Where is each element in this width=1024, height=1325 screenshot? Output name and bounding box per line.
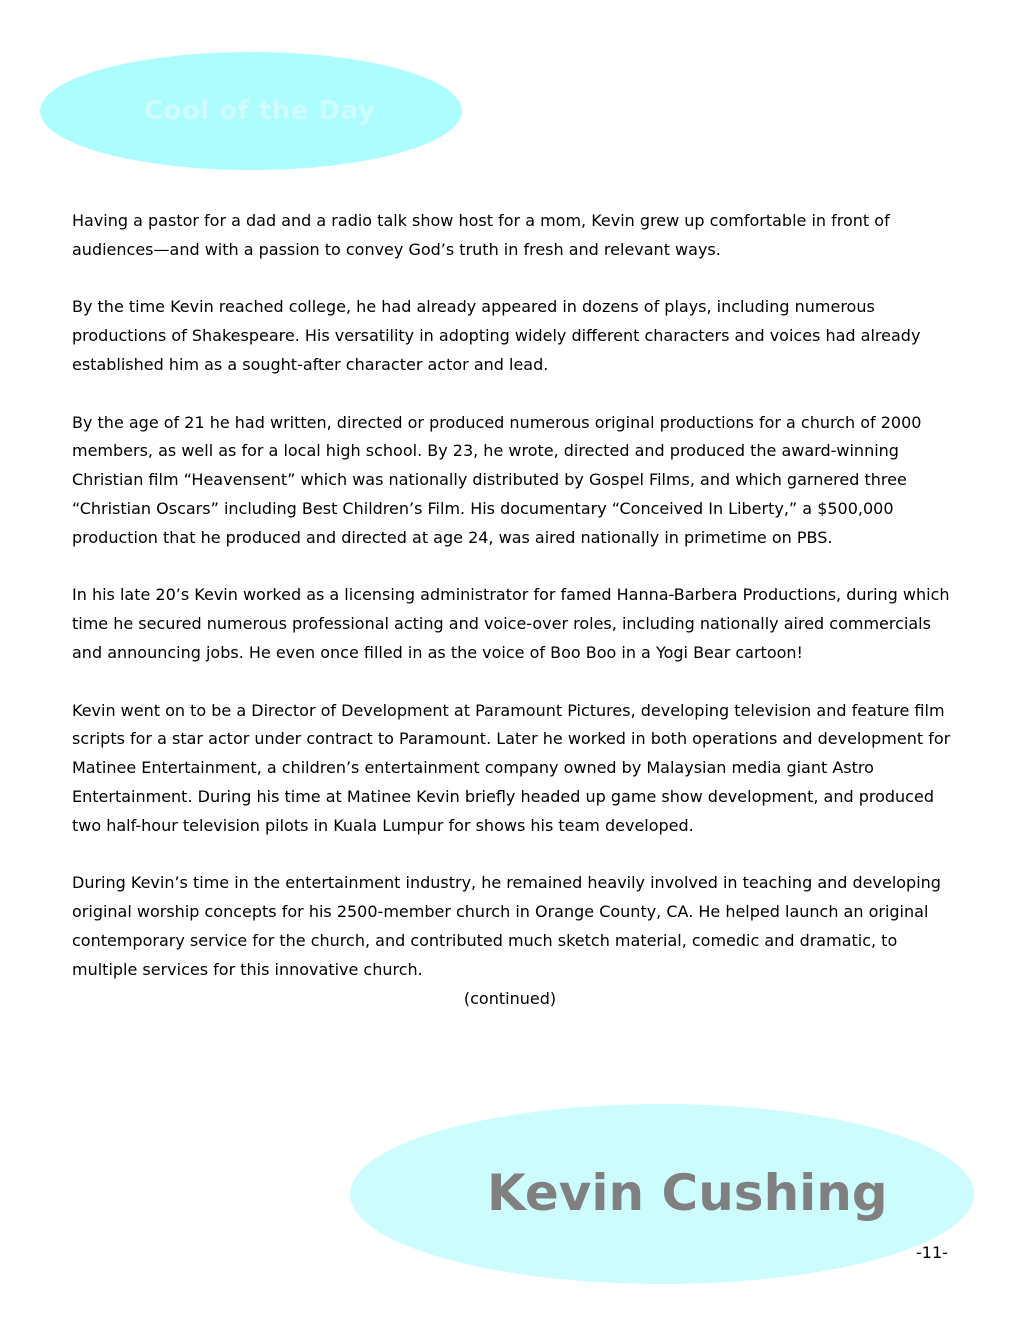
paragraph: During Kevin’s time in the entertainment industry, he remained heavily involved in teaching and developing original worship concepts for his 2500-member church in Orange County, CA. He helped launch an original contemporary service for the church, and contributed much sketch material, comedic and dramatic, to multiple services for this innovative church. xyxy=(72,873,941,979)
page-number: -11- xyxy=(916,1243,948,1262)
paragraph: By the age of 21 he had written, directed or produced numerous original productions for a church of 2000 members, as well as for a local high school. By 23, he wrote, directed and produced the award-winning Christian film “Heavensent” which was nationally distributed by Gospel Films, and which garnered three “Christian Oscars” including Best Children’s Film. His documentary “Conceived In Liberty,” a $500,000 production that he produced and directed at age 24, was aired nationally in primetime on PBS. xyxy=(72,412,922,547)
section-title: Cool of the Day xyxy=(144,96,376,126)
paragraph: Kevin went on to be a Director of Development at Paramount Pictures, developing television and feature film scripts for a star actor under contract to Paramount. Later he worked in both operations and development for Matinee Entertainment, a children’s entertainment company owned by Malaysian media giant Astro Entertainment. During his time at Matinee Kevin briefly headed up game show development, and produced two half-hour television pilots in Kuala Lumpur for shows his team developed. xyxy=(72,700,951,835)
paragraph: By the time Kevin reached college, he had already appeared in dozens of plays, including numerous productions of Shakespeare. His versatility in adopting widely different characters and voices had already established him as a sought-after character actor and lead. xyxy=(72,297,921,374)
article-body xyxy=(72,207,952,1013)
person-name: Kevin Cushing xyxy=(487,1164,888,1222)
paragraph: In his late 20’s Kevin worked as a licensing administrator for famed Hanna-Barbera Productions, during which time he secured numerous professional acting and voice-over roles, including nationally aired commercials and announcing jobs. He even once filled in as the voice of Boo Boo in a Yogi Bear cartoon! xyxy=(72,585,950,662)
continued-note: (continued) xyxy=(463,988,557,1008)
paragraph: Having a pastor for a dad and a radio talk show host for a mom, Kevin grew up comfortable in front of audiences—and with a passion to convey God’s truth in fresh and relevant ways. xyxy=(72,211,890,259)
